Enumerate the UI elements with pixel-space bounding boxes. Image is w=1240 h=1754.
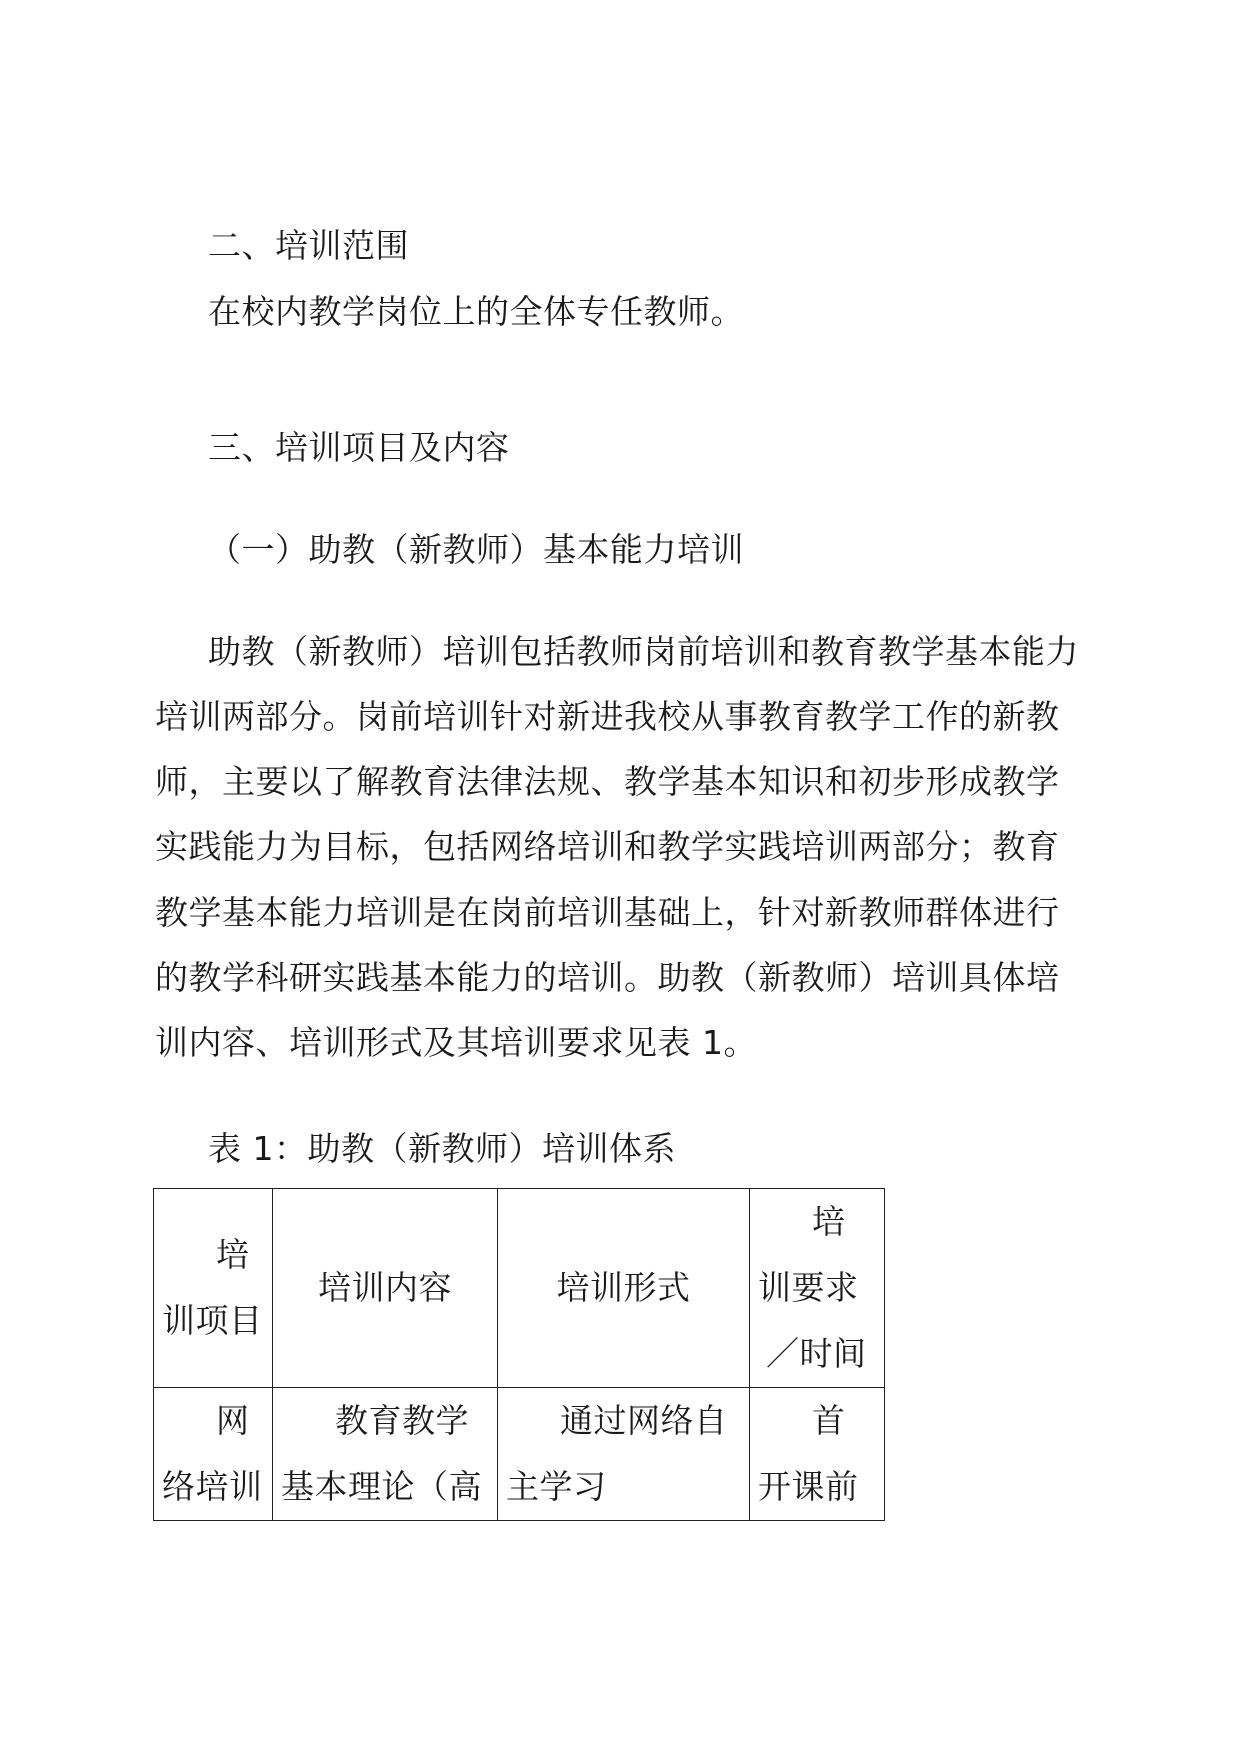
cell-form: 通过网络自 主学习 [498,1388,750,1521]
cell-requirement: 首 开课前 [750,1388,885,1521]
subsection-heading-assistant-training: （一）助教（新教师）基本能力培训 [208,530,744,569]
section-heading-projects: 三、培训项目及内容 [208,428,510,467]
header-project: 培 训项目 [154,1189,273,1388]
paragraph-line: 培训两部分。岗前培训针对新进我校从事教育教学工作的新教 [155,697,1060,736]
scope-body: 在校内教学岗位上的全体专任教师。 [208,292,744,331]
paragraph-line: 教学基本能力培训是在岗前培训基础上，针对新教师群体进行 [155,893,1060,932]
paragraph-line: 师，主要以了解教育法律法规、教学基本知识和初步形成教学 [155,762,1060,801]
header-content: 培训内容 [273,1189,498,1388]
section-heading-scope: 二、培训范围 [208,226,409,265]
cell-project: 网 络培训 [154,1388,273,1521]
training-system-table [153,1188,885,1521]
table-row [154,1388,885,1521]
header-requirement: 培 训要求 ／时间 [750,1189,885,1388]
table-caption: 表 1：助教（新教师）培训体系 [208,1129,676,1168]
cell-content: 教育教学 基本理论（高 [273,1388,498,1521]
paragraph-line: 助教（新教师）培训包括教师岗前培训和教育教学基本能力 [208,632,1079,671]
paragraph-line: 训内容、培训形式及其培训要求见表 1。 [155,1023,757,1062]
paragraph-line: 实践能力为目标，包括网络培训和教学实践培训两部分；教育 [155,827,1060,866]
table-header-row [154,1189,885,1388]
paragraph-line: 的教学科研实践基本能力的培训。助教（新教师）培训具体培 [155,958,1060,997]
header-form: 培训形式 [498,1189,750,1388]
